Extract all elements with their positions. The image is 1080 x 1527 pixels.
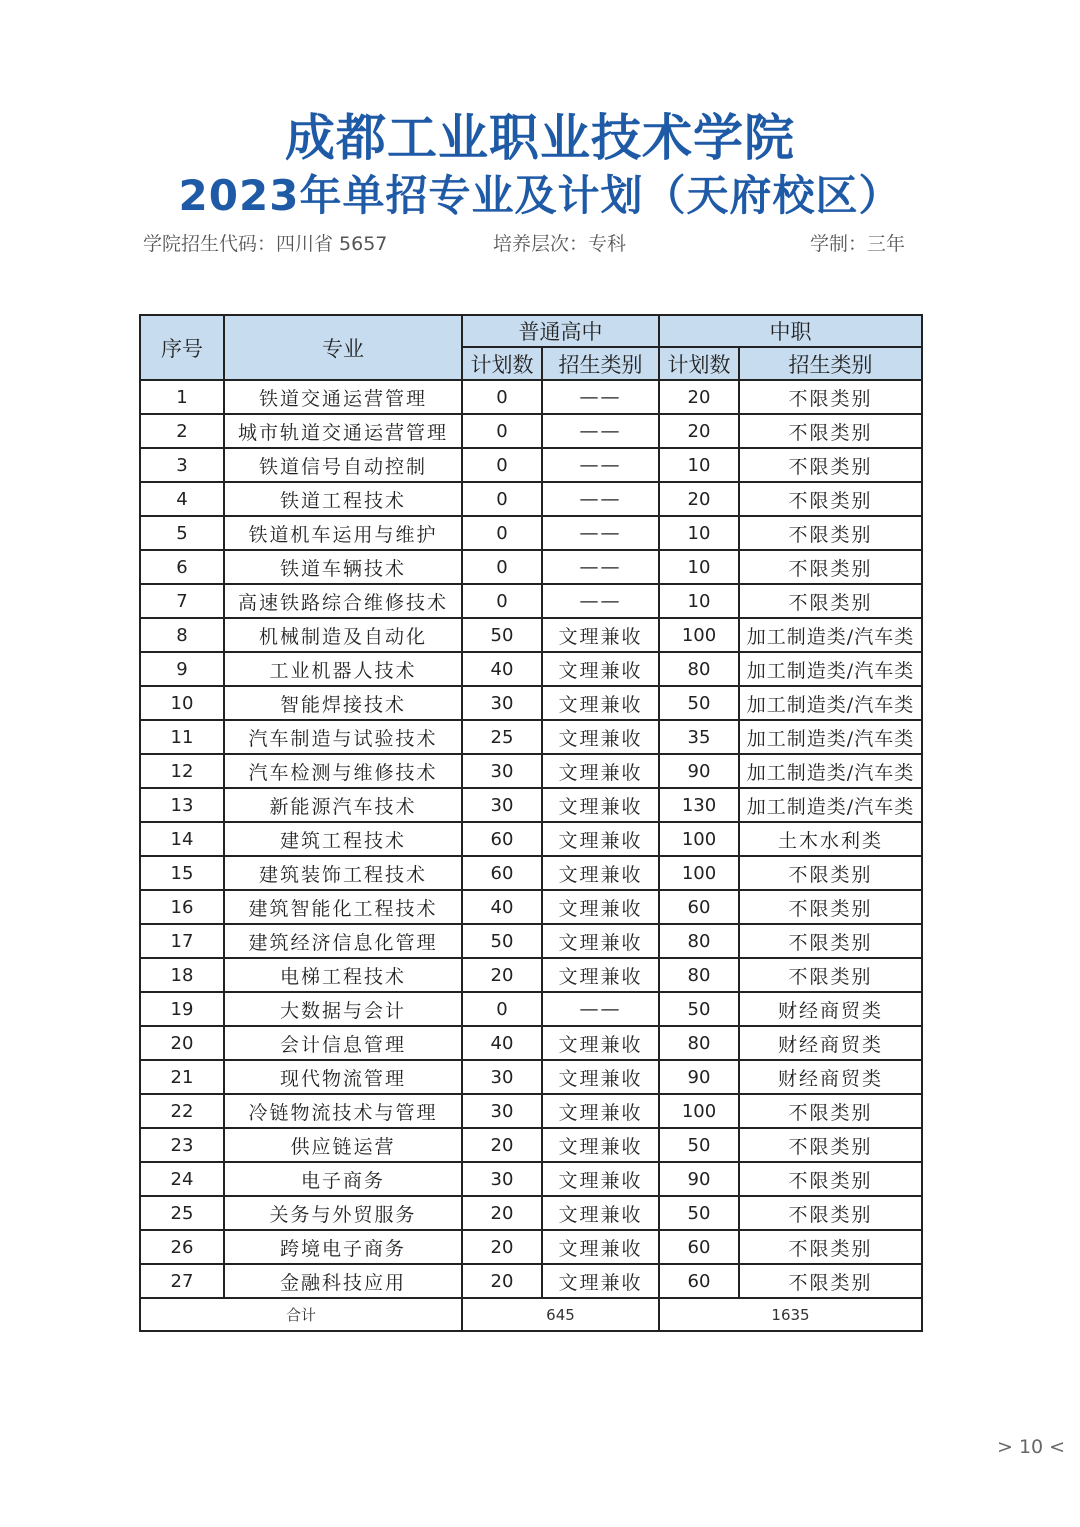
- row-major: 机械制造及自动化: [224, 618, 462, 652]
- row-vs-plan: 100: [659, 822, 739, 856]
- table-row: [140, 924, 922, 958]
- table-body: [140, 380, 922, 1298]
- row-index: 22: [140, 1094, 224, 1128]
- row-vs-category: 财经商贸类: [739, 992, 922, 1026]
- row-major: 高速铁路综合维修技术: [224, 584, 462, 618]
- header-major: 专业: [224, 315, 462, 380]
- row-vs-plan: 20: [659, 414, 739, 448]
- row-hs-plan: 40: [462, 1026, 542, 1060]
- row-index: 26: [140, 1230, 224, 1264]
- row-hs-category: ——: [542, 380, 659, 414]
- row-hs-plan: 20: [462, 1230, 542, 1264]
- row-vs-plan: 100: [659, 618, 739, 652]
- row-hs-plan: 50: [462, 924, 542, 958]
- page-title: 成都工业职业技术学院: [285, 109, 795, 167]
- row-vs-plan: 130: [659, 788, 739, 822]
- row-hs-plan: 60: [462, 822, 542, 856]
- row-hs-plan: 20: [462, 1264, 542, 1298]
- row-major: 城市轨道交通运营管理: [224, 414, 462, 448]
- row-vs-plan: 20: [659, 482, 739, 516]
- total-vocational: 1635: [659, 1298, 922, 1331]
- row-major: 大数据与会计: [224, 992, 462, 1026]
- row-hs-plan: 0: [462, 584, 542, 618]
- study-years: 学制：三年: [810, 233, 906, 255]
- row-index: 1: [140, 380, 224, 414]
- row-hs-plan: 60: [462, 856, 542, 890]
- row-major: 建筑经济信息化管理: [224, 924, 462, 958]
- table-row: [140, 788, 922, 822]
- header-group-vocational: 中职: [659, 315, 922, 347]
- row-vs-plan: 50: [659, 686, 739, 720]
- row-vs-category: 不限类别: [739, 958, 922, 992]
- row-vs-category: 加工制造类/汽车类: [739, 754, 922, 788]
- row-vs-plan: 60: [659, 890, 739, 924]
- row-hs-plan: 0: [462, 550, 542, 584]
- table-row: [140, 1060, 922, 1094]
- row-vs-category: 不限类别: [739, 1162, 922, 1196]
- table-row: [140, 1162, 922, 1196]
- education-level: 培养层次：专科: [493, 233, 627, 255]
- row-vs-plan: 20: [659, 380, 739, 414]
- table-row: [140, 754, 922, 788]
- row-vs-category: 不限类别: [739, 414, 922, 448]
- row-hs-plan: 0: [462, 482, 542, 516]
- row-hs-plan: 40: [462, 652, 542, 686]
- table-row: [140, 992, 922, 1026]
- row-vs-category: 财经商贸类: [739, 1060, 922, 1094]
- row-index: 19: [140, 992, 224, 1026]
- row-vs-category: 加工制造类/汽车类: [739, 720, 922, 754]
- row-vs-category: 加工制造类/汽车类: [739, 618, 922, 652]
- row-vs-category: 不限类别: [739, 924, 922, 958]
- row-major: 建筑智能化工程技术: [224, 890, 462, 924]
- row-hs-plan: 20: [462, 1196, 542, 1230]
- row-major: 金融科技应用: [224, 1264, 462, 1298]
- row-vs-category: 不限类别: [739, 856, 922, 890]
- row-vs-plan: 50: [659, 992, 739, 1026]
- row-index: 17: [140, 924, 224, 958]
- row-hs-category: 文理兼收: [542, 1264, 659, 1298]
- table-row: [140, 1230, 922, 1264]
- row-vs-category: 土木水利类: [739, 822, 922, 856]
- row-hs-category: ——: [542, 992, 659, 1026]
- table-row: [140, 720, 922, 754]
- row-vs-category: 不限类别: [739, 380, 922, 414]
- row-vs-category: 不限类别: [739, 516, 922, 550]
- row-hs-plan: 0: [462, 516, 542, 550]
- row-hs-category: 文理兼收: [542, 1196, 659, 1230]
- row-major: 铁道工程技术: [224, 482, 462, 516]
- row-hs-category: 文理兼收: [542, 1162, 659, 1196]
- row-major: 建筑装饰工程技术: [224, 856, 462, 890]
- row-vs-plan: 50: [659, 1128, 739, 1162]
- row-vs-category: 不限类别: [739, 1128, 922, 1162]
- row-index: 15: [140, 856, 224, 890]
- table-row: [140, 516, 922, 550]
- row-hs-category: 文理兼收: [542, 1128, 659, 1162]
- row-vs-plan: 35: [659, 720, 739, 754]
- row-major: 供应链运营: [224, 1128, 462, 1162]
- row-major: 智能焊接技术: [224, 686, 462, 720]
- row-hs-category: 文理兼收: [542, 754, 659, 788]
- row-vs-category: 不限类别: [739, 1094, 922, 1128]
- row-vs-plan: 60: [659, 1264, 739, 1298]
- row-hs-plan: 0: [462, 380, 542, 414]
- row-index: 8: [140, 618, 224, 652]
- page-number: > 10 <: [997, 1436, 1066, 1458]
- row-hs-category: 文理兼收: [542, 788, 659, 822]
- row-index: 2: [140, 414, 224, 448]
- row-index: 14: [140, 822, 224, 856]
- row-vs-category: 加工制造类/汽车类: [739, 788, 922, 822]
- row-hs-plan: 20: [462, 1128, 542, 1162]
- row-hs-category: ——: [542, 448, 659, 482]
- row-hs-plan: 30: [462, 754, 542, 788]
- row-hs-plan: 30: [462, 1094, 542, 1128]
- row-vs-category: 不限类别: [739, 1264, 922, 1298]
- row-major: 铁道信号自动控制: [224, 448, 462, 482]
- row-hs-category: ——: [542, 414, 659, 448]
- row-hs-plan: 0: [462, 448, 542, 482]
- row-hs-category: 文理兼收: [542, 856, 659, 890]
- row-vs-category: 不限类别: [739, 448, 922, 482]
- table-row: [140, 1128, 922, 1162]
- row-vs-plan: 10: [659, 584, 739, 618]
- row-index: 3: [140, 448, 224, 482]
- row-vs-plan: 90: [659, 1162, 739, 1196]
- total-row: [140, 1298, 922, 1331]
- row-vs-category: 加工制造类/汽车类: [739, 686, 922, 720]
- row-hs-plan: 30: [462, 1060, 542, 1094]
- total-high-school: 645: [462, 1298, 659, 1331]
- row-vs-category: 不限类别: [739, 482, 922, 516]
- table-row: [140, 414, 922, 448]
- row-vs-plan: 10: [659, 448, 739, 482]
- row-hs-category: 文理兼收: [542, 890, 659, 924]
- row-index: 7: [140, 584, 224, 618]
- row-hs-category: 文理兼收: [542, 618, 659, 652]
- row-index: 21: [140, 1060, 224, 1094]
- row-hs-category: 文理兼收: [542, 720, 659, 754]
- row-hs-plan: 40: [462, 890, 542, 924]
- row-vs-plan: 10: [659, 516, 739, 550]
- row-major: 跨境电子商务: [224, 1230, 462, 1264]
- header-index: 序号: [140, 315, 224, 380]
- row-hs-category: ——: [542, 550, 659, 584]
- row-hs-category: 文理兼收: [542, 822, 659, 856]
- table-row: [140, 652, 922, 686]
- row-vs-plan: 60: [659, 1230, 739, 1264]
- row-vs-plan: 100: [659, 856, 739, 890]
- row-hs-plan: 30: [462, 1162, 542, 1196]
- row-index: 23: [140, 1128, 224, 1162]
- row-vs-category: 不限类别: [739, 1196, 922, 1230]
- row-major: 关务与外贸服务: [224, 1196, 462, 1230]
- row-index: 13: [140, 788, 224, 822]
- row-vs-category: 不限类别: [739, 584, 922, 618]
- row-hs-category: 文理兼收: [542, 1026, 659, 1060]
- table-row: [140, 890, 922, 924]
- enrollment-plan-table: [139, 314, 923, 1332]
- row-index: 16: [140, 890, 224, 924]
- row-hs-category: ——: [542, 516, 659, 550]
- row-vs-plan: 10: [659, 550, 739, 584]
- row-index: 12: [140, 754, 224, 788]
- row-major: 建筑工程技术: [224, 822, 462, 856]
- row-major: 会计信息管理: [224, 1026, 462, 1060]
- row-hs-category: 文理兼收: [542, 1094, 659, 1128]
- row-index: 18: [140, 958, 224, 992]
- row-hs-category: ——: [542, 482, 659, 516]
- row-vs-category: 加工制造类/汽车类: [739, 652, 922, 686]
- row-major: 电梯工程技术: [224, 958, 462, 992]
- row-index: 9: [140, 652, 224, 686]
- table-row: [140, 448, 922, 482]
- row-major: 新能源汽车技术: [224, 788, 462, 822]
- row-major: 工业机器人技术: [224, 652, 462, 686]
- row-index: 5: [140, 516, 224, 550]
- row-vs-plan: 100: [659, 1094, 739, 1128]
- header-hs-plan: 计划数: [462, 347, 542, 380]
- table-row: [140, 584, 922, 618]
- row-index: 11: [140, 720, 224, 754]
- row-vs-plan: 80: [659, 1026, 739, 1060]
- row-vs-category: 不限类别: [739, 550, 922, 584]
- header-vs-plan: 计划数: [659, 347, 739, 380]
- row-hs-category: 文理兼收: [542, 958, 659, 992]
- row-vs-plan: 90: [659, 754, 739, 788]
- row-hs-category: 文理兼收: [542, 1060, 659, 1094]
- row-index: 25: [140, 1196, 224, 1230]
- row-index: 6: [140, 550, 224, 584]
- table-row: [140, 1196, 922, 1230]
- row-vs-category: 财经商贸类: [739, 1026, 922, 1060]
- row-hs-plan: 50: [462, 618, 542, 652]
- row-vs-category: 不限类别: [739, 1230, 922, 1264]
- row-major: 汽车检测与维修技术: [224, 754, 462, 788]
- table-row: [140, 856, 922, 890]
- row-vs-plan: 90: [659, 1060, 739, 1094]
- row-index: 27: [140, 1264, 224, 1298]
- row-hs-plan: 0: [462, 992, 542, 1026]
- row-vs-plan: 80: [659, 958, 739, 992]
- row-major: 汽车制造与试验技术: [224, 720, 462, 754]
- row-vs-plan: 50: [659, 1196, 739, 1230]
- row-index: 4: [140, 482, 224, 516]
- row-hs-category: 文理兼收: [542, 686, 659, 720]
- row-hs-category: 文理兼收: [542, 652, 659, 686]
- row-index: 24: [140, 1162, 224, 1196]
- row-major: 电子商务: [224, 1162, 462, 1196]
- row-hs-category: ——: [542, 584, 659, 618]
- row-major: 铁道机车运用与维护: [224, 516, 462, 550]
- header-group-high-school: 普通高中: [462, 315, 659, 347]
- row-hs-plan: 30: [462, 788, 542, 822]
- table-row: [140, 380, 922, 414]
- row-hs-plan: 0: [462, 414, 542, 448]
- row-vs-plan: 80: [659, 652, 739, 686]
- row-major: 铁道交通运营管理: [224, 380, 462, 414]
- table-row: [140, 958, 922, 992]
- table-row: [140, 482, 922, 516]
- header-vs-category: 招生类别: [739, 347, 922, 380]
- table-row: [140, 550, 922, 584]
- row-index: 10: [140, 686, 224, 720]
- page-subtitle: 2023年单招专业及计划（天府校区）: [178, 171, 902, 220]
- row-hs-category: 文理兼收: [542, 924, 659, 958]
- row-vs-plan: 80: [659, 924, 739, 958]
- table-row: [140, 1094, 922, 1128]
- table-row: [140, 1264, 922, 1298]
- row-hs-plan: 20: [462, 958, 542, 992]
- total-label: 合计: [140, 1298, 462, 1331]
- row-index: 20: [140, 1026, 224, 1060]
- row-hs-plan: 30: [462, 686, 542, 720]
- row-major: 现代物流管理: [224, 1060, 462, 1094]
- table-row: [140, 822, 922, 856]
- row-major: 冷链物流技术与管理: [224, 1094, 462, 1128]
- header-hs-category: 招生类别: [542, 347, 659, 380]
- row-hs-category: 文理兼收: [542, 1230, 659, 1264]
- school-code: 学院招生代码：四川省 5657: [143, 233, 388, 255]
- table-row: [140, 1026, 922, 1060]
- table-row: [140, 618, 922, 652]
- row-major: 铁道车辆技术: [224, 550, 462, 584]
- row-vs-category: 不限类别: [739, 890, 922, 924]
- row-hs-plan: 25: [462, 720, 542, 754]
- table-row: [140, 686, 922, 720]
